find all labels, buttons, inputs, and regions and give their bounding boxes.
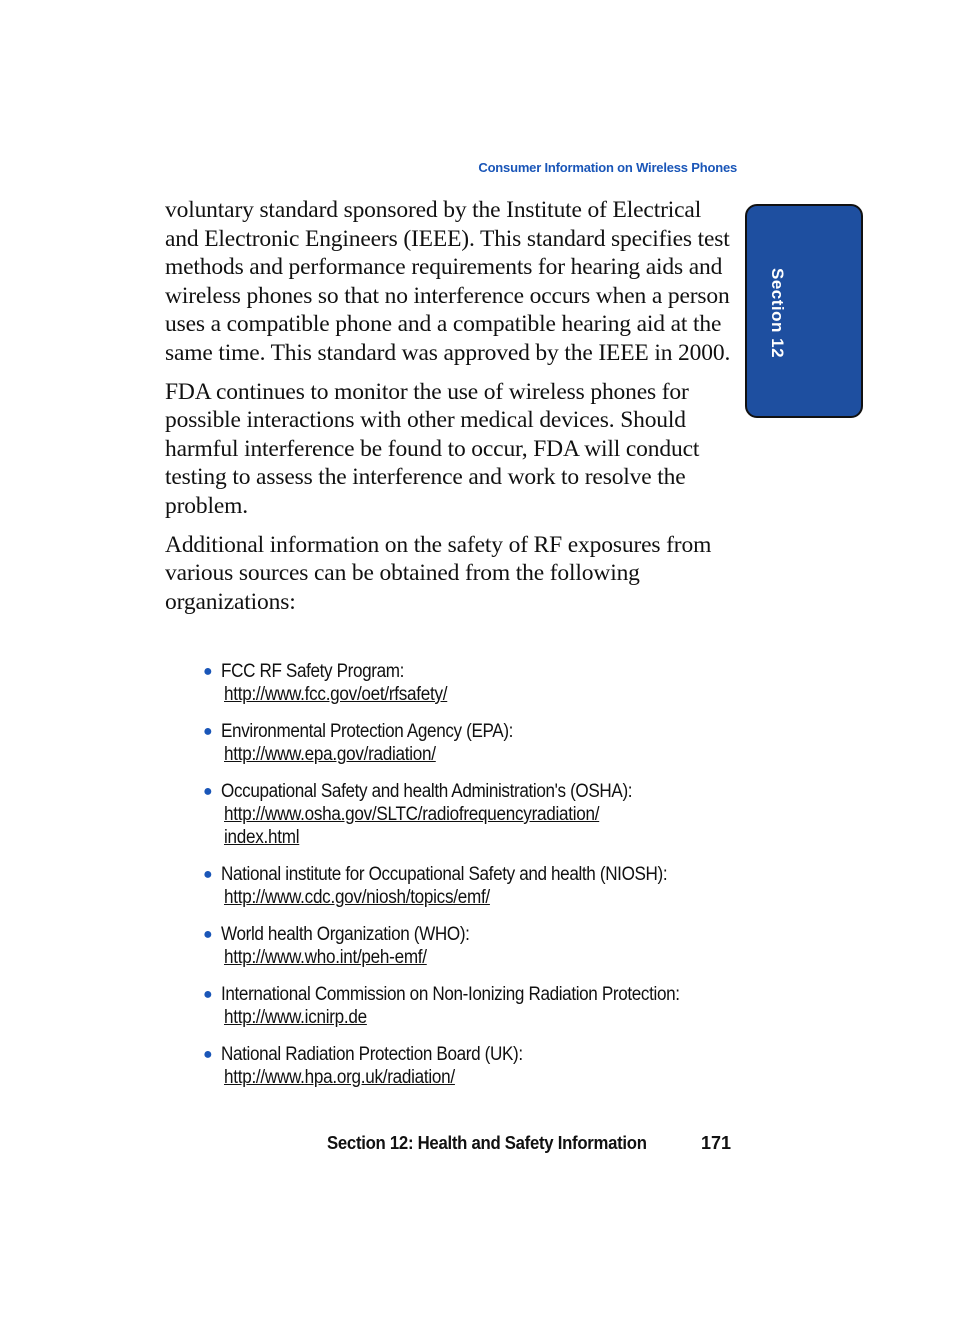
list-item xyxy=(203,1043,763,1089)
org-link[interactable]: http://www.who.int/peh-emf/ xyxy=(224,947,427,968)
org-link[interactable]: http://www.osha.gov/SLTC/radiofrequencyradiation/ xyxy=(224,804,600,825)
bullet-icon: ● xyxy=(203,1046,213,1063)
section-tab-label: Section 12 xyxy=(768,268,787,359)
org-link-continuation[interactable]: index.html xyxy=(224,827,300,848)
bullet-icon: ● xyxy=(203,663,213,680)
list-item xyxy=(203,923,763,969)
list-item xyxy=(203,660,763,706)
list-item xyxy=(203,780,763,849)
org-link[interactable]: http://www.epa.gov/radiation/ xyxy=(224,744,436,765)
list-item xyxy=(203,720,763,766)
section-tab xyxy=(745,204,863,418)
org-name: Occupational Safety and health Administration's (OSHA): xyxy=(221,781,633,802)
org-link[interactable]: http://www.hpa.org.uk/radiation/ xyxy=(224,1067,455,1088)
org-name: International Commission on Non-Ionizing Radiation Protection: xyxy=(221,984,680,1005)
list-item xyxy=(203,863,763,909)
organization-list xyxy=(203,660,763,1103)
bullet-icon: ● xyxy=(203,723,213,740)
org-link[interactable]: http://www.cdc.gov/niosh/topics/emf/ xyxy=(224,887,490,908)
org-link[interactable]: http://www.fcc.gov/oet/rfsafety/ xyxy=(224,684,448,705)
bullet-icon: ● xyxy=(203,866,213,883)
org-link[interactable]: http://www.icnirp.de xyxy=(224,1007,367,1028)
org-name: National institute for Occupational Safety and health (NIOSH): xyxy=(221,864,668,885)
paragraph-additional-info: Additional information on the safety of RF exposures from various sources can be obtained from the following organizations: xyxy=(165,531,712,615)
body-text xyxy=(165,196,737,626)
list-item xyxy=(203,983,763,1029)
org-name: FCC RF Safety Program: xyxy=(221,661,405,682)
bullet-icon: ● xyxy=(203,926,213,943)
running-header-title: Consumer Information on Wireless Phones xyxy=(478,160,737,175)
footer-section-title: Section 12: Health and Safety Information xyxy=(327,1133,647,1153)
org-name: World health Organization (WHO): xyxy=(221,924,470,945)
bullet-icon: ● xyxy=(203,986,213,1003)
org-name: National Radiation Protection Board (UK): xyxy=(221,1044,523,1065)
bullet-icon: ● xyxy=(203,783,213,800)
paragraph-ieee-standard: voluntary standard sponsored by the Institute of Electrical and Electronic Engineers (IEEE). This standard specifies test methods and performance requirements for hearing aids and wireless phones so that no interference occurs when a person uses a compatible phone and a compatible hearing aid at the same time. This standard was approved by the IEEE in 2000. xyxy=(165,197,731,366)
org-name: Environmental Protection Agency (EPA): xyxy=(221,721,514,742)
page-number: 171 xyxy=(701,1133,732,1153)
paragraph-fda-monitoring: FDA continues to monitor the use of wireless phones for possible interactions with other medical devices. Should harmful interference be found to occur, FDA will conduct testing to assess the interference and work to resolve the problem. xyxy=(165,378,700,519)
